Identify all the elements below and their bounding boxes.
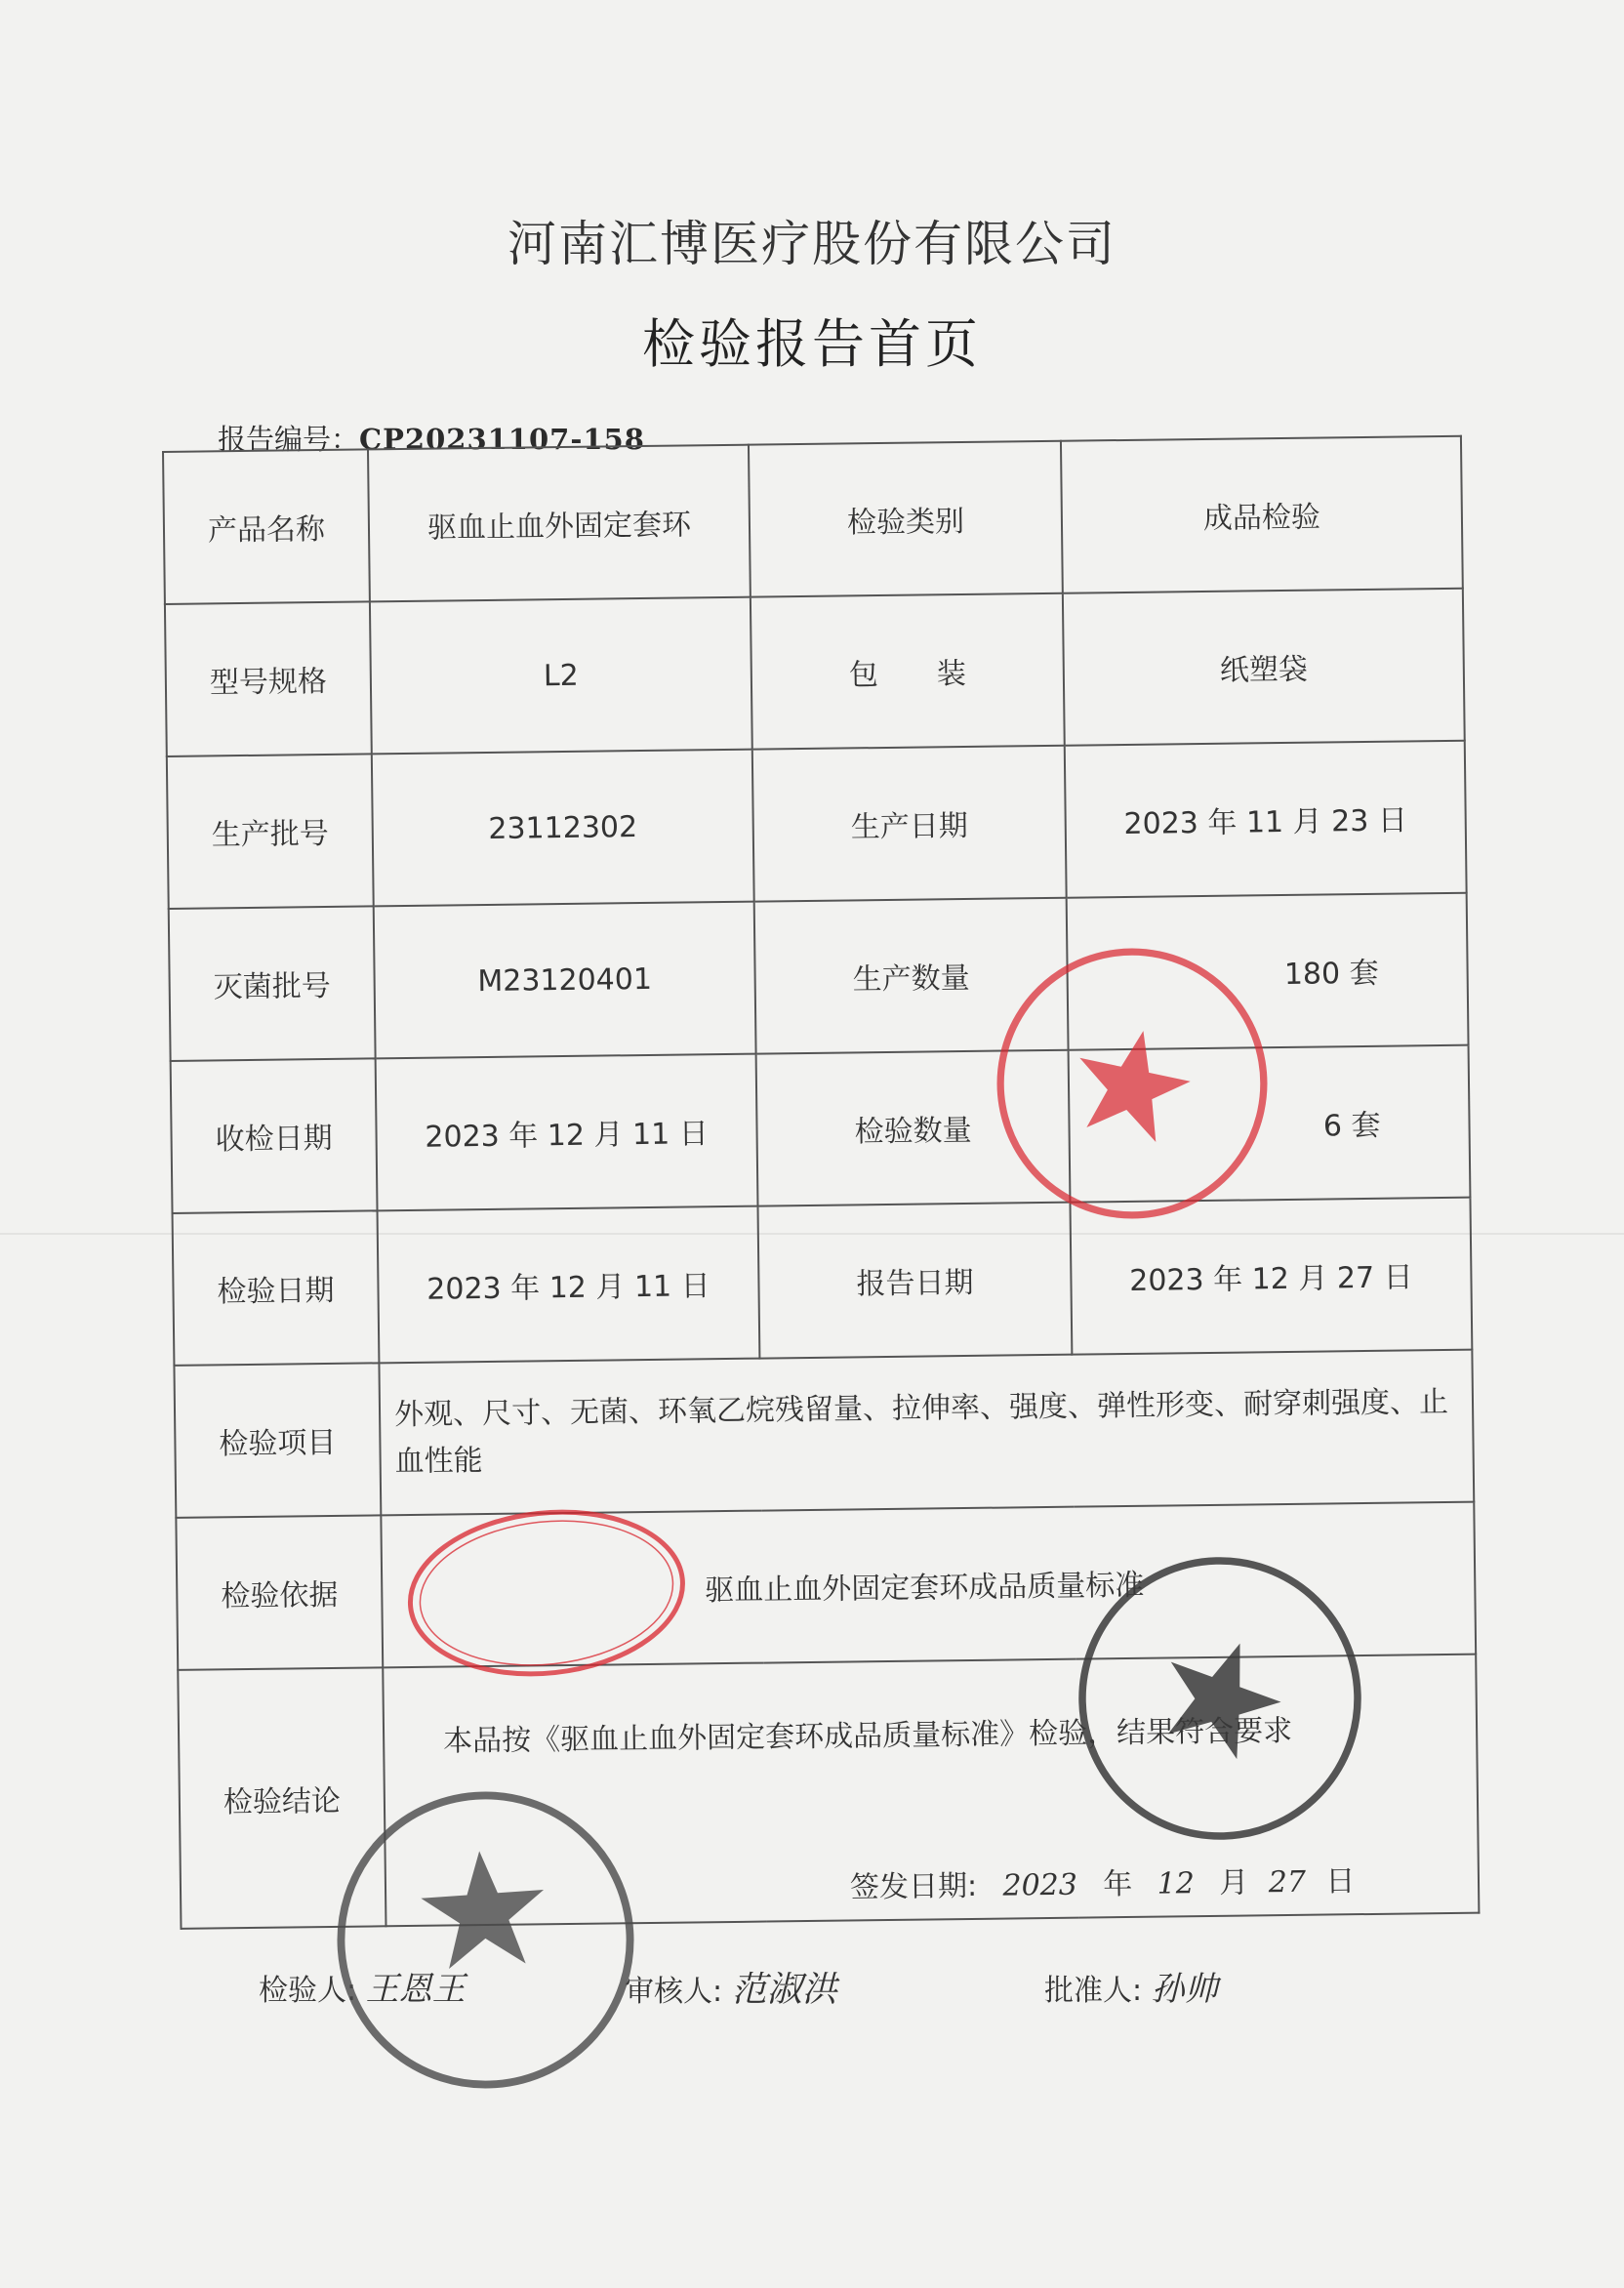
table-row (167, 741, 1467, 909)
seal-graphic (397, 1493, 697, 1693)
issue-day: 27 (1268, 1864, 1307, 1900)
cell-value: 6 套 (1069, 1045, 1471, 1203)
reviewer (625, 1962, 837, 2012)
cell-label: 型号规格 (165, 601, 372, 756)
items-label: 检验项目 (174, 1363, 381, 1518)
black-qc-seal-2-stamp (321, 1776, 649, 2104)
cell-value: 纸塑袋 (1063, 589, 1465, 746)
cell-label: 生产日期 (752, 746, 1067, 902)
reviewer-signature: 范淑洪 (731, 1970, 837, 2010)
table-row (173, 1198, 1473, 1366)
cell-value: 成品检验 (1061, 436, 1463, 593)
inspector-label: 检验人: (259, 1974, 357, 2008)
issue-month-unit: 月 (1219, 1865, 1249, 1900)
seal-graphic (964, 916, 1300, 1251)
report-number-value: CP20231107-158 (359, 423, 645, 456)
table-row (174, 1350, 1474, 1518)
cell-label: 报告日期 (757, 1203, 1072, 1359)
issue-year: 2023 (1002, 1867, 1078, 1903)
cell-value: 驱血止血外固定套环 (368, 445, 751, 602)
cell-value: 2023 年 12 月 11 日 (376, 1054, 758, 1211)
company-name: 河南汇博医疗股份有限公司 (508, 216, 1116, 272)
report-number-label: 报告编号： (218, 423, 360, 456)
cell-label: 包 装 (751, 593, 1065, 750)
red-company-seal-stamp (964, 916, 1300, 1251)
reviewer-label: 审核人: (625, 1975, 723, 2009)
approver (1044, 1962, 1218, 2010)
cell-value: 2023 年 12 月 11 日 (378, 1206, 760, 1364)
cell-label: 生产数量 (754, 898, 1069, 1054)
issue-month: 12 (1157, 1866, 1196, 1901)
basis-value: 驱血止血外固定套环成品质量标准 (381, 1502, 1476, 1668)
cell-label: 收检日期 (171, 1058, 378, 1213)
table-row (165, 589, 1465, 756)
conclusion-value: 本品按《驱血止血外固定套环成品质量标准》检验，结果符合要求 (442, 1713, 1293, 1759)
cell-label: 检验类别 (749, 441, 1063, 597)
red-qc-stamp (397, 1493, 697, 1693)
cell-label: 生产批号 (167, 754, 374, 909)
issue-year-unit: 年 (1103, 1866, 1133, 1902)
approver-signature: 孙帅 (1151, 1970, 1218, 2009)
cell-value: M23120401 (374, 902, 756, 1059)
inspector-signature: 王恩王 (365, 1970, 466, 2009)
basis-label: 检验依据 (176, 1515, 383, 1670)
cell-label: 产品名称 (163, 449, 370, 604)
seal-graphic (321, 1776, 649, 2104)
cell-value: 2023 年 11 月 23 日 (1065, 741, 1467, 898)
issue-day-unit: 日 (1325, 1864, 1356, 1900)
conclusion-label: 检验结论 (178, 1667, 386, 1929)
cell-label: 检验数量 (756, 1050, 1071, 1206)
table-row (163, 436, 1463, 604)
issue-date-label: 签发日期: (849, 1868, 978, 1905)
cell-value: 180 套 (1067, 893, 1469, 1050)
items-value: 外观、尺寸、无菌、环氧乙烷残留量、拉伸率、强度、弹性形变、耐穿刺强度、止血性能 (379, 1350, 1474, 1516)
cell-value: L2 (370, 597, 752, 755)
cell-value: 23112302 (372, 750, 754, 907)
approver-label: 批准人: (1044, 1974, 1143, 2008)
cell-label: 灭菌批号 (169, 906, 376, 1061)
cell-label: 检验日期 (173, 1210, 380, 1366)
cell-value: 2023 年 12 月 27 日 (1070, 1198, 1472, 1355)
document-title: 检验报告首页 (642, 313, 982, 375)
